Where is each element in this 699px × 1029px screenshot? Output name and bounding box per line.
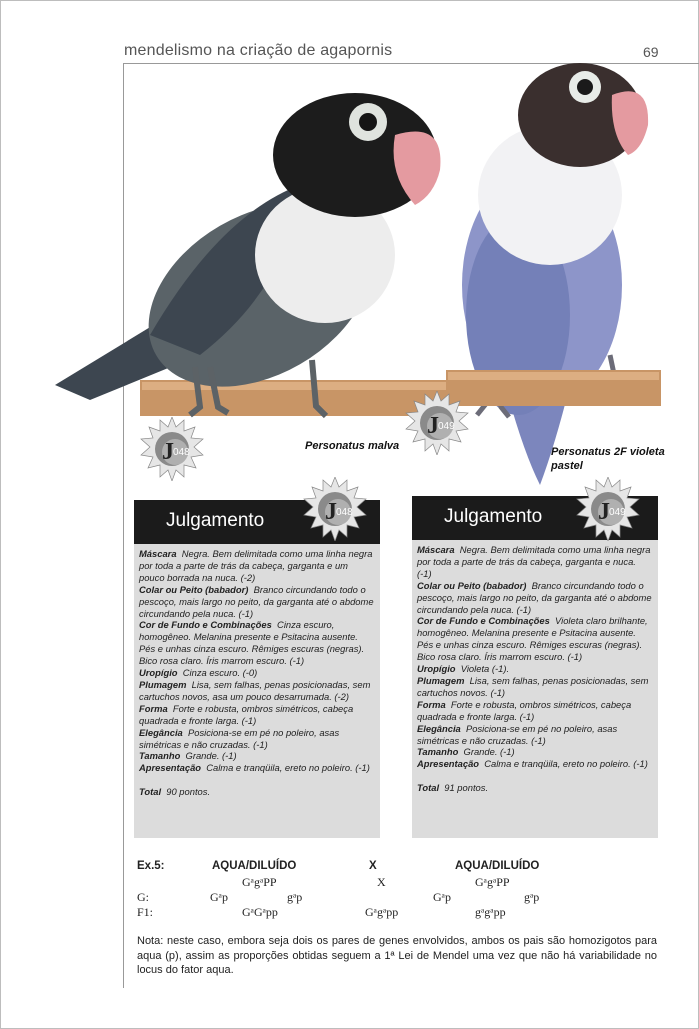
parent1-phenotype: AQUA/DILUÍDO [212,860,297,872]
cross-gametes-row [137,890,657,905]
cross-genotype-row [137,875,657,890]
badge-bird-right [405,391,469,455]
criterion: Máscara Negra. Bem delimitada como uma linha negra por toda a parte de trás da cabeça, garganta e nuca. (-1) [417,544,651,579]
parent1-genotype: GᵃgᵃPP [242,875,277,889]
f1-genotype: GᵃGᵃpp [242,905,278,919]
badge-number: 049 [438,421,455,432]
page-number: 69 [643,44,659,60]
cross-parents-row [137,860,657,875]
badge-number: 049 [609,507,626,518]
gamete: Gᵃp [210,890,228,904]
badge-letter: J [598,499,610,525]
badge-bird-left [140,417,204,481]
f1-genotype: Gᵃgᵃpp [365,905,399,919]
panel-title: Julgamento [134,500,380,544]
cross-f1-row [137,905,657,920]
badge-letter: J [162,439,174,465]
criteria-list [139,548,374,798]
criterion: Uropígio Cinza escuro. (-0) [139,667,258,679]
gamete: gᵃp [524,890,540,904]
total-score: Total 91 pontos. [417,782,489,794]
badge-panel-right [576,477,640,541]
note-paragraph: Nota: neste caso, embora seja dois os pares de genes envolvidos, ambos os pais são homozigotos para aqua (p), assim as proporções obtidas seguem a 1ª Lei de Mendel uma vez que não há variabilidade no locus do fator aqua. [137,935,657,976]
cross-symbol: X [369,860,377,872]
criterion: Máscara Negra. Bem delimitada como uma linha negra por toda a parte de trás da cabeça, garganta e um pouco borrada na nuca. (-2) [139,548,373,583]
caption-left: Personatus malva [305,440,400,452]
badge-letter: J [325,499,337,525]
badge-number: 048 [173,447,190,458]
f1-label: F1: [137,905,154,919]
criterion: Plumagem Lisa, sem falhas, penas posicionadas, sem cartuchos novos, asa um pouco desarrumada. (-2) [139,678,371,702]
genetic-cross [137,860,657,920]
criterion: Elegância Posiciona-se em pé no poleiro, asas simétricas e não cruzadas. (-1) [139,726,340,750]
criterion: Apresentação Calma e tranqüila, ereto no poleiro. (-1) [139,762,370,774]
criterion: Tamanho Grande. (-1) [139,750,237,762]
criterion: Forma Forte e robusta, ombros simétricos, cabeça quadrada e fronte larga. (-1) [417,698,632,722]
criterion: Cor de Fundo e Combinações Cinza escuro, homogêneo. Melanina presente e Psitacina ausente. Pés e unhas cinza escuro. Rêmiges escuras (negras). Bico rosa claro. Íris marrom escuro. (-1) [139,619,365,667]
badge-panel-left [303,477,367,541]
criterion: Forma Forte e robusta, ombros simétricos, cabeça quadrada e fronte larga. (-1) [139,702,354,726]
criteria-list [417,544,652,794]
badge-letter: J [427,413,439,439]
f1-genotype: gᵃgᵃpp [475,905,506,919]
parent2-phenotype: AQUA/DILUÍDO [455,860,540,872]
criterion: Uropígio Violeta (-1). [417,663,510,675]
badge-number: 048 [336,507,353,518]
criterion: Elegância Posiciona-se em pé no poleiro, asas simétricas e não cruzadas. (-1) [417,722,618,746]
cross-symbol: X [377,875,386,889]
criterion: Cor de Fundo e Combinações Violeta claro brilhante, homogêneo. Melanina presente e Psitacina ausente. Pés e unhas cinza escuro. Rêmiges escuras (negras). Bico rosa claro. Íris marrom escuro. (-1) [417,615,648,663]
caption-right: Personatus 2F violeta pastel [551,446,665,472]
criterion: Apresentação Calma e tranqüila, ereto no poleiro. (-1) [417,758,648,770]
total-score: Total 90 pontos. [139,786,211,798]
criterion: Plumagem Lisa, sem falhas, penas posicionadas, sem cartuchos novos. (-1) [417,674,649,698]
criterion: Tamanho Grande. (-1) [417,746,515,758]
gametes-label: G: [137,890,149,904]
parent2-genotype: GᵃgᵃPP [475,875,510,889]
panel-title: Julgamento [412,496,658,540]
gamete: gᵃp [287,890,303,904]
running-head: mendelismo na criação de agapornis [124,42,393,59]
gamete: Gᵃp [433,890,451,904]
criterion: Colar ou Peito (babador) Branco circundando todo o pescoço, mais largo no peito, da garganta até o abdome circundando pela nuca. (-1) [139,583,374,619]
criterion: Colar ou Peito (babador) Branco circundando todo o pescoço, mais largo no peito, da garganta até o abdome circundando pela nuca. (-1) [417,579,652,615]
example-label: Ex.5: [137,860,165,872]
